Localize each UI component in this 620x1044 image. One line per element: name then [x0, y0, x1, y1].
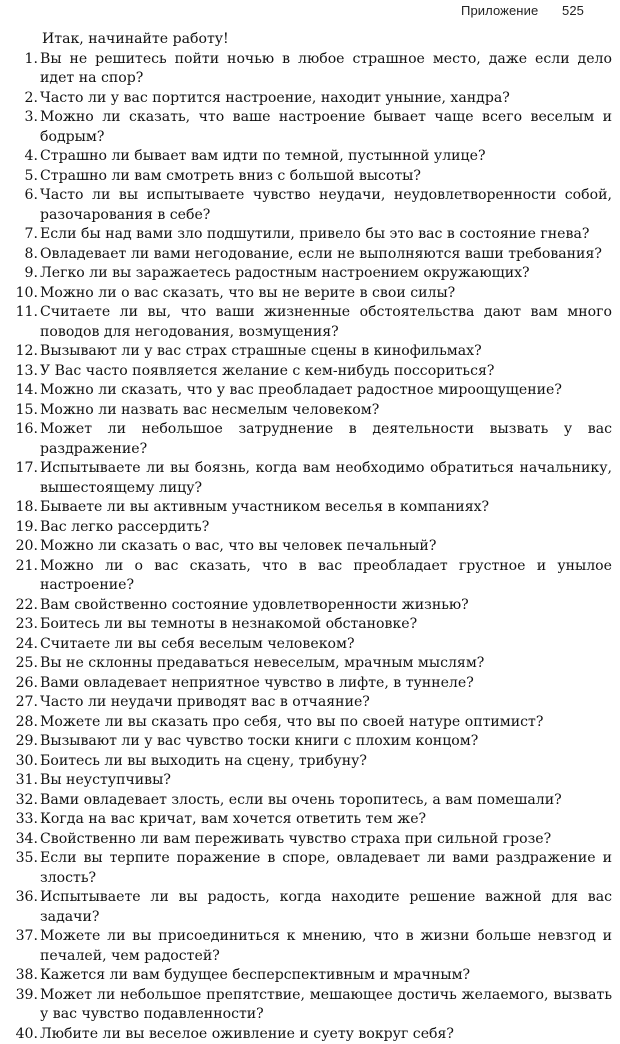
question-text: Легко ли вы заражаетесь радостным настроением окружающих?	[40, 264, 612, 284]
question-number: 38.	[6, 966, 40, 986]
question-number: 10.	[6, 284, 40, 304]
question-number: 20.	[6, 537, 40, 557]
question-item	[6, 420, 612, 459]
question-number: 29.	[6, 732, 40, 752]
question-item	[6, 771, 612, 791]
question-item	[6, 966, 612, 986]
question-number: 21.	[6, 557, 40, 577]
question-item	[6, 849, 612, 888]
question-text: Можно ли сказать, что у вас преобладает радостное мироощущение?	[40, 381, 612, 401]
question-item	[6, 791, 612, 811]
question-text: Бываете ли вы активным участником веселья в компаниях?	[40, 498, 612, 518]
question-text: Вызывают ли у вас чувство тоски книги с плохим концом?	[40, 732, 612, 752]
question-item	[6, 537, 612, 557]
question-item	[6, 654, 612, 674]
question-text: Вас легко рассердить?	[40, 518, 612, 538]
question-item	[6, 927, 612, 966]
question-item	[6, 518, 612, 538]
question-item	[6, 108, 612, 147]
question-number: 31.	[6, 771, 40, 791]
question-text: Вы неуступчивы?	[40, 771, 612, 791]
question-number: 40.	[6, 1025, 40, 1044]
question-text: Вы не решитесь пойти ночью в любое страшное место, даже если дело идет на спор?	[40, 50, 612, 89]
question-text: Любите ли вы веселое оживление и суету вокруг себя?	[40, 1025, 612, 1044]
question-number: 12.	[6, 342, 40, 362]
question-number: 11.	[6, 303, 40, 323]
question-item	[6, 830, 612, 850]
question-number: 14.	[6, 381, 40, 401]
question-item	[6, 596, 612, 616]
question-text: Вам свойственно состояние удовлетворенности жизнью?	[40, 596, 612, 616]
question-item	[6, 245, 612, 265]
question-number: 6.	[6, 186, 40, 206]
question-text: Часто ли неудачи приводят вас в отчаяние?	[40, 693, 612, 713]
question-number: 9.	[6, 264, 40, 284]
question-text: Вызывают ли у вас страх страшные сцены в кинофильмах?	[40, 342, 612, 362]
page-number: 525	[562, 3, 584, 18]
question-number: 13.	[6, 362, 40, 382]
question-number: 3.	[6, 108, 40, 128]
question-text: Можно ли сказать о вас, что вы человек печальный?	[40, 537, 612, 557]
question-number: 23.	[6, 615, 40, 635]
question-text: Свойственно ли вам переживать чувство страха при сильной грозе?	[40, 830, 612, 850]
question-number: 22.	[6, 596, 40, 616]
section-title: Приложение	[461, 3, 538, 18]
question-number: 27.	[6, 693, 40, 713]
question-text: Испытываете ли вы радость, когда находите решение важной для вас задачи?	[40, 888, 612, 927]
question-item	[6, 225, 612, 245]
question-item	[6, 147, 612, 167]
questions-list	[6, 50, 612, 1044]
question-item	[6, 1025, 612, 1044]
question-number: 16.	[6, 420, 40, 440]
question-number: 15.	[6, 401, 40, 421]
question-item	[6, 635, 612, 655]
question-number: 39.	[6, 986, 40, 1006]
question-text: Можно ли о вас сказать, что вы не верите в свои силы?	[40, 284, 612, 304]
question-item	[6, 401, 612, 421]
question-text: Испытываете ли вы боязнь, когда вам необходимо обратиться начальнику, вышестоящему лицу?	[40, 459, 612, 498]
question-item	[6, 615, 612, 635]
question-text: Страшно ли вам смотреть вниз с большой высоты?	[40, 167, 612, 187]
question-number: 8.	[6, 245, 40, 265]
question-item	[6, 713, 612, 733]
question-number: 4.	[6, 147, 40, 167]
question-number: 18.	[6, 498, 40, 518]
question-text: Считаете ли вы себя веселым человеком?	[40, 635, 612, 655]
question-text: У Вас часто появляется желание с кем-нибудь поссориться?	[40, 362, 612, 382]
question-number: 1.	[6, 50, 40, 70]
question-number: 24.	[6, 635, 40, 655]
question-number: 26.	[6, 674, 40, 694]
question-number: 2.	[6, 89, 40, 109]
intro-text: Итак, начинайте работу!	[6, 30, 612, 50]
question-text: Вами овладевает неприятное чувство в лифте, в туннеле?	[40, 674, 612, 694]
question-text: Овладевает ли вами негодование, если не выполняются ваши требования?	[40, 245, 612, 265]
question-item	[6, 810, 612, 830]
question-item	[6, 381, 612, 401]
question-number: 7.	[6, 225, 40, 245]
question-number: 36.	[6, 888, 40, 908]
question-item	[6, 732, 612, 752]
question-text: Часто ли вы испытываете чувство неудачи, неудовлетворенности собой, разочарования в себе?	[40, 186, 612, 225]
question-item	[6, 498, 612, 518]
question-item	[6, 888, 612, 927]
question-text: Страшно ли бывает вам идти по темной, пустынной улице?	[40, 147, 612, 167]
question-item	[6, 459, 612, 498]
question-number: 35.	[6, 849, 40, 869]
question-text: Вы не склонны предаваться невеселым, мрачным мыслям?	[40, 654, 612, 674]
question-text: Можно ли о вас сказать, что в вас преобладает грустное и унылое настроение?	[40, 557, 612, 596]
question-text: Вами овладевает злость, если вы очень торопитесь, а вам помешали?	[40, 791, 612, 811]
question-number: 28.	[6, 713, 40, 733]
question-text: Часто ли у вас портится настроение, находит уныние, хандра?	[40, 89, 612, 109]
question-number: 32.	[6, 791, 40, 811]
question-text: Боитесь ли вы темноты в незнакомой обстановке?	[40, 615, 612, 635]
question-item	[6, 167, 612, 187]
question-text: Когда на вас кричат, вам хочется ответить тем же?	[40, 810, 612, 830]
running-header	[461, 3, 584, 18]
question-text: Считаете ли вы, что ваши жизненные обстоятельства дают вам много поводов для негодования, возмущения?	[40, 303, 612, 342]
question-text: Можете ли вы присоединиться к мнению, что в жизни больше невзгод и печалей, чем радостей?	[40, 927, 612, 966]
question-item	[6, 362, 612, 382]
question-item	[6, 557, 612, 596]
question-text: Боитесь ли вы выходить на сцену, трибуну?	[40, 752, 612, 772]
question-item	[6, 89, 612, 109]
question-item	[6, 752, 612, 772]
question-text: Если вы терпите поражение в споре, овладевает ли вами раздражение и злость?	[40, 849, 612, 888]
question-item	[6, 693, 612, 713]
question-number: 5.	[6, 167, 40, 187]
question-number: 30.	[6, 752, 40, 772]
question-number: 25.	[6, 654, 40, 674]
question-item	[6, 50, 612, 89]
question-number: 17.	[6, 459, 40, 479]
question-text: Может ли небольшое препятствие, мешающее достичь желаемого, вызвать у вас чувство подавленности?	[40, 986, 612, 1025]
question-number: 33.	[6, 810, 40, 830]
question-item	[6, 342, 612, 362]
question-item	[6, 284, 612, 304]
question-text: Можете ли вы сказать про себя, что вы по своей натуре оптимист?	[40, 713, 612, 733]
question-number: 19.	[6, 518, 40, 538]
question-item	[6, 264, 612, 284]
question-item	[6, 986, 612, 1025]
question-text: Можно ли назвать вас несмелым человеком?	[40, 401, 612, 421]
question-item	[6, 303, 612, 342]
questionnaire-body	[6, 30, 612, 1044]
question-item	[6, 186, 612, 225]
question-number: 34.	[6, 830, 40, 850]
question-number: 37.	[6, 927, 40, 947]
question-text: Может ли небольшое затруднение в деятельности вызвать у вас раздражение?	[40, 420, 612, 459]
question-text: Кажется ли вам будущее бесперспективным и мрачным?	[40, 966, 612, 986]
question-text: Если бы над вами зло подшутили, привело бы это вас в состояние гнева?	[40, 225, 612, 245]
question-text: Можно ли сказать, что ваше настроение бывает чаще всего веселым и бодрым?	[40, 108, 612, 147]
question-item	[6, 674, 612, 694]
